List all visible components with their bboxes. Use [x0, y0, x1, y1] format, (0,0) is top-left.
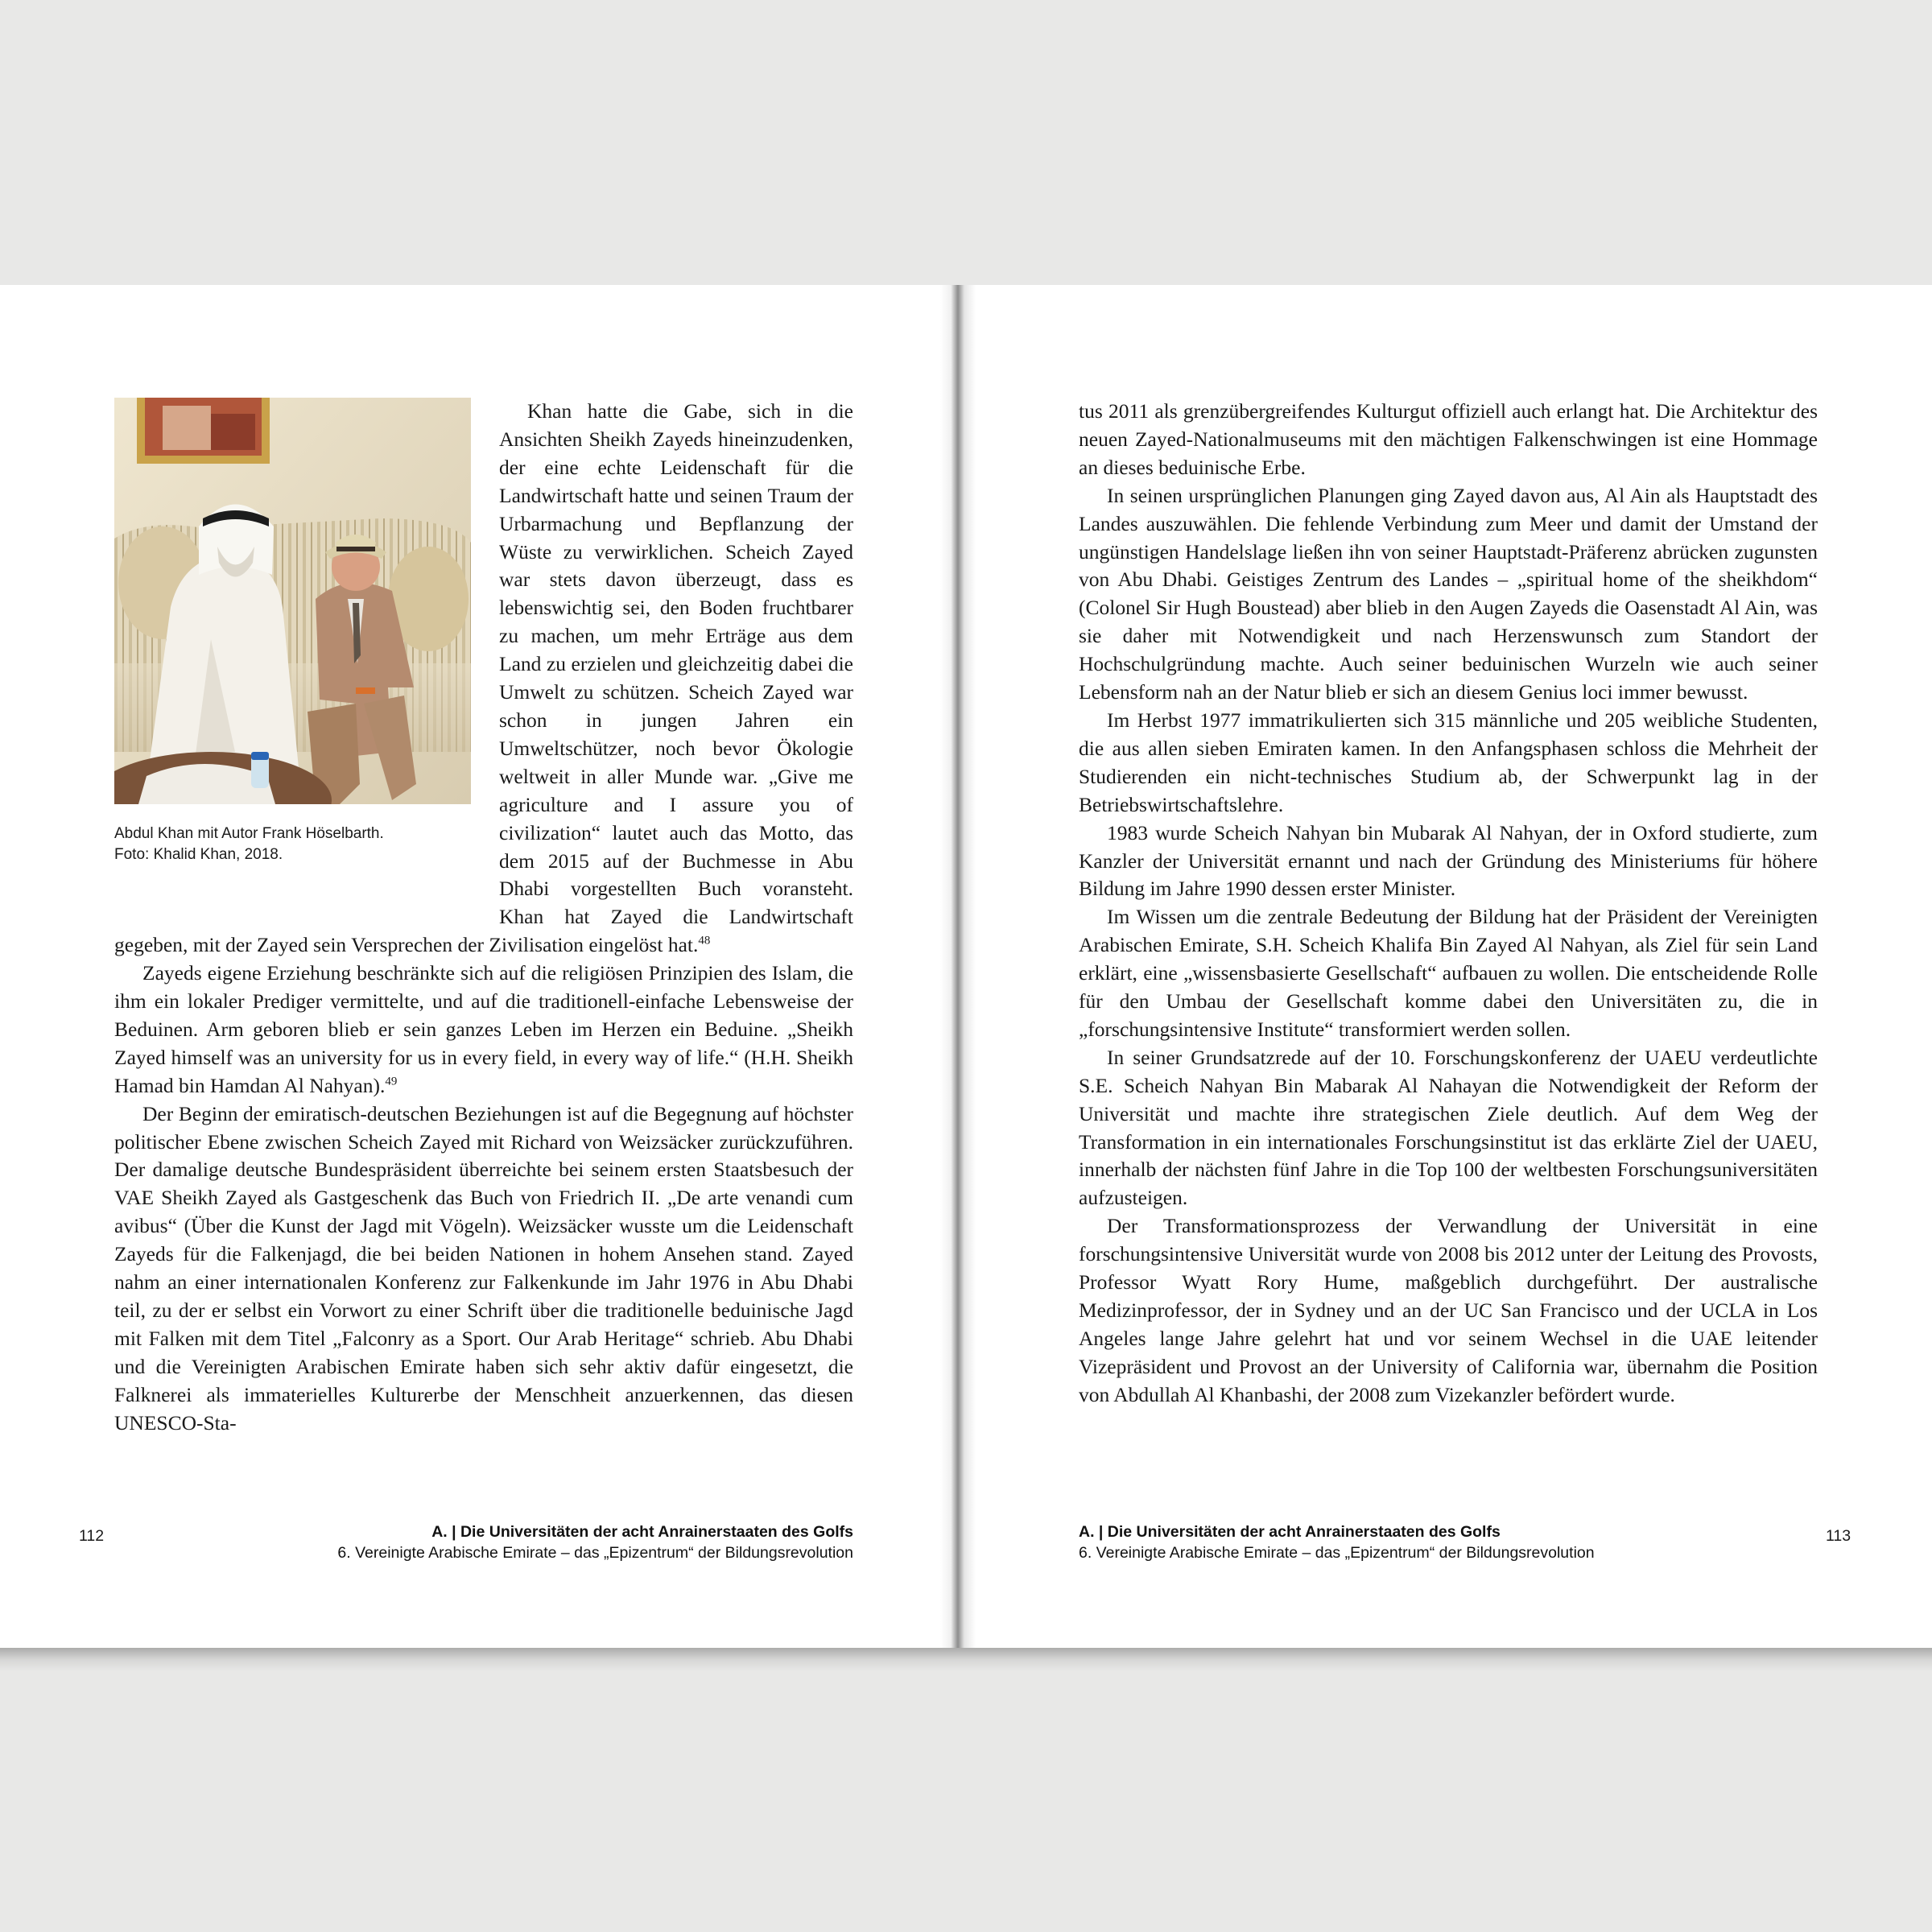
left-paragraph-3 [114, 1100, 853, 1438]
running-footer-left [114, 1521, 853, 1563]
left-page-body [114, 398, 853, 1438]
right-paragraph-1: tus 2011 als grenzübergreifendes Kulturgut offiziell auch erlangt hat. Die Architektur des neuen Zayed-Nationalmuseums mit den mächtigen Falkenschwingen ist eine Hommage an dieses beduinische Erbe. [1079, 399, 1818, 479]
footer-chapter-left: A. | Die Universitäten der acht Anrainerstaaten des Golfs [431, 1523, 853, 1541]
footer-chapter-right: A. | Die Universitäten der acht Anrainerstaaten des Golfs [1079, 1523, 1501, 1541]
right-paragraph-3: Im Herbst 1977 immatrikulierten sich 315 männliche und 205 weibliche Studenten, die aus allen sieben Emiraten kamen. In den Anfangsphasen schloss die Mehrheit der Studierenden ein nicht-technisches Studium ab, der Schwerpunkt lag in der Betriebswirtschaftslehre. [1079, 708, 1818, 816]
footer-section-left: 6. Vereinigte Arabische Emirate – das „Epizentrum“ der Bildungsrevolution [337, 1544, 853, 1562]
book-gutter [940, 285, 976, 1648]
right-paragraph-7: Der Transformationsprozess der Verwandlung der Universität in eine forschungsintensive Universität wurde von 2008 bis 2012 unter der Leitung des Provosts, Professor Wyatt Rory Hume, maßgeblich durchgeführt. Der australische Medizinprofessor, der in Sydney und an der UC San Francisco und der UCLA in Los Angeles lange Jahre gelehrt hat und vor seinem Wechsel in die UAE leitender Vizepräsident und Provost an der University of California war, übernahm die Position von Abdullah Al Khanbashi, der 2008 zum Vizekanzler befördert wurde. [1079, 1214, 1818, 1406]
footer-section-right: 6. Vereinigte Arabische Emirate – das „Epizentrum“ der Bildungsrevolution [1079, 1544, 1595, 1562]
photo-two-men-on-sofa [114, 398, 471, 804]
right-paragraph-2: In seinen ursprünglichen Planungen ging Zayed davon aus, Al Ain als Hauptstadt des Landes auszuwählen. Die fehlende Verbindung zum Meer und damit der Umstand der ungünstigen Handelslage ließen ihn von seiner Hauptstadt-Präferenz abrücken zugunsten von Abu Dhabi. Geistiges Zentrum des Landes – „spiritual home of the sheikhdom“ (Colonel Sir Hugh Boustead) aber blieb in den Augen Zayeds die Oasenstadt Al Ain, was sie daher mit Notwendigkeit und nach Herzenswunsch zum Standort der Hochschulgründung machte. Auch seiner beduinischen Wurzeln wie auch seiner Lebensform nah an der Natur blieb er sich an diesem Genius loci immer bewusst. [1079, 483, 1818, 704]
footnote-49: 49 [385, 1075, 398, 1088]
left-paragraph-2 [114, 960, 853, 1100]
page-number-right: 113 [1826, 1527, 1852, 1545]
footnote-48: 48 [698, 934, 711, 947]
running-footer-right [1079, 1521, 1818, 1563]
left-paragraph-1-text: Khan hatte die Gabe, sich in die Ansichten Sheikh Zayeds hineinzudenken, der eine echte Leidenschaft für die Landwirtschaft hatte und seinen Traum der Urbarmachung und Bepflanzung der Wüste zu verwirklichen. Scheich Zayed war stets davon überzeugt, dass es lebenswichtig sei, den Boden fruchtbarer zu machen, um mehr Erträge aus dem Land zu erzielen und gleichzeitig dabei die Umwelt zu schützen. Scheich Zayed war schon in jungen Jahren ein Umweltschützer, noch bevor Ökologie weltweit in aller Munde war. „Give me agriculture and I assure you of civilization“ lautet auch das Motto, das dem 2015 auf der Buchmesse in Abu Dhabi vorgestellten Buch voransteht. Khan hat Zayed die Landwirtschaft gegeben, mit der Zayed sein Versprechen der Zivilisation eingelöst hat. [114, 399, 853, 957]
right-paragraph-5: Im Wissen um die zentrale Bedeutung der Bildung hat der Präsident der Vereinigten Arabischen Emirate, S.H. Scheich Khalifa Bin Zayed Al Nahyan, als Ziel für sein Land erklärt, eine „wissensbasierte Gesellschaft“ aufbauen zu wollen. Die entscheidende Rolle für den Umbau der Gesellschaft komme dabei den Universitäten zu, die in „forschungsintensive Institute“ transformiert werden sollen. [1079, 905, 1818, 1041]
left-paragraph-3-text: Der Beginn der emiratisch-deutschen Beziehungen ist auf die Begegnung auf höchster politischer Ebene zwischen Scheich Zayed mit Richard von Weizsäcker zurückzuführen. Der damalige deutsche Bundespräsident überreichte bei seinem ersten Staatsbesuch der VAE Sheikh Zayed als Gastgeschenk das Buch von Friedrich II. „De arte venandi cum avibus“ (Über die Kunst der Jagd mit Vögeln). Weizsäcker wusste um die Leidenschaft Zayeds für die Falkenjagd, die bei beiden Nationen in hohem Ansehen stand. Zayed nahm an einer internationalen Konferenz zur Falkenkunde im Jahr 1976 in Abu Dhabi teil, zu der er selbst ein Vorwort zu einer Schrift über die traditionelle beduinische Jagd mit Falken mit dem Titel „Falconry as a Sport. Our Arab Heritage“ schrieb. Abu Dhabi und die Vereinigten Arabischen Emirate haben sich sehr aktiv dafür eingesetzt, die Falknerei als immaterielles Kulturerbe der Menschheit anzuerkennen, das diesen UNESCO-Sta- [114, 1101, 853, 1435]
right-paragraph-6: In seiner Grundsatzrede auf der 10. Forschungskonferenz der UAEU verdeutlichte S.E. Scheich Nahyan Bin Mabarak Al Nahayan die Notwendigkeit der Reform der Universität und machte ihre strategischen Ziele deutlich. Auf dem Weg der Transformation in ein internationales Forschungsinstitut ist das erklärte Ziel der UAEU, innerhalb der nächsten fünf Jahre in die Top 100 der weltbesten Forschungsuniversitäten aufzusteigen. [1079, 1045, 1818, 1210]
left-paragraph-2-text: Zayeds eigene Erziehung beschränkte sich auf die religiösen Prinzipien des Islam, die ihm ein lokaler Prediger vermittelte, und auf die traditionell-einfache Lebensweise der Beduinen. Arm geboren blieb er sein ganzes Leben im Herzen ein Beduine. „Sheikh Zayed himself was an university for us in every field, in every way of life.“ (H.H. Sheikh Hamad bin Hamdan Al Nahyan). [114, 961, 853, 1097]
photo-caption [114, 804, 471, 910]
page-number-left: 112 [79, 1527, 105, 1545]
photo-caption-line-1: Abdul Khan mit Autor Frank Höselbarth. [114, 825, 384, 842]
photo-caption-line-2: Foto: Khalid Khan, 2018. [114, 846, 283, 863]
photo-illustration [114, 398, 471, 804]
right-paragraph-4: 1983 wurde Scheich Nahyan bin Mubarak Al Nahyan, der in Oxford studierte, zum Kanzler der Universität ernannt und nach der Gründung des Ministeriums für höhere Bildung im Jahre 1990 dessen erster Minister. [1079, 820, 1818, 901]
right-page-body [1079, 398, 1818, 1410]
